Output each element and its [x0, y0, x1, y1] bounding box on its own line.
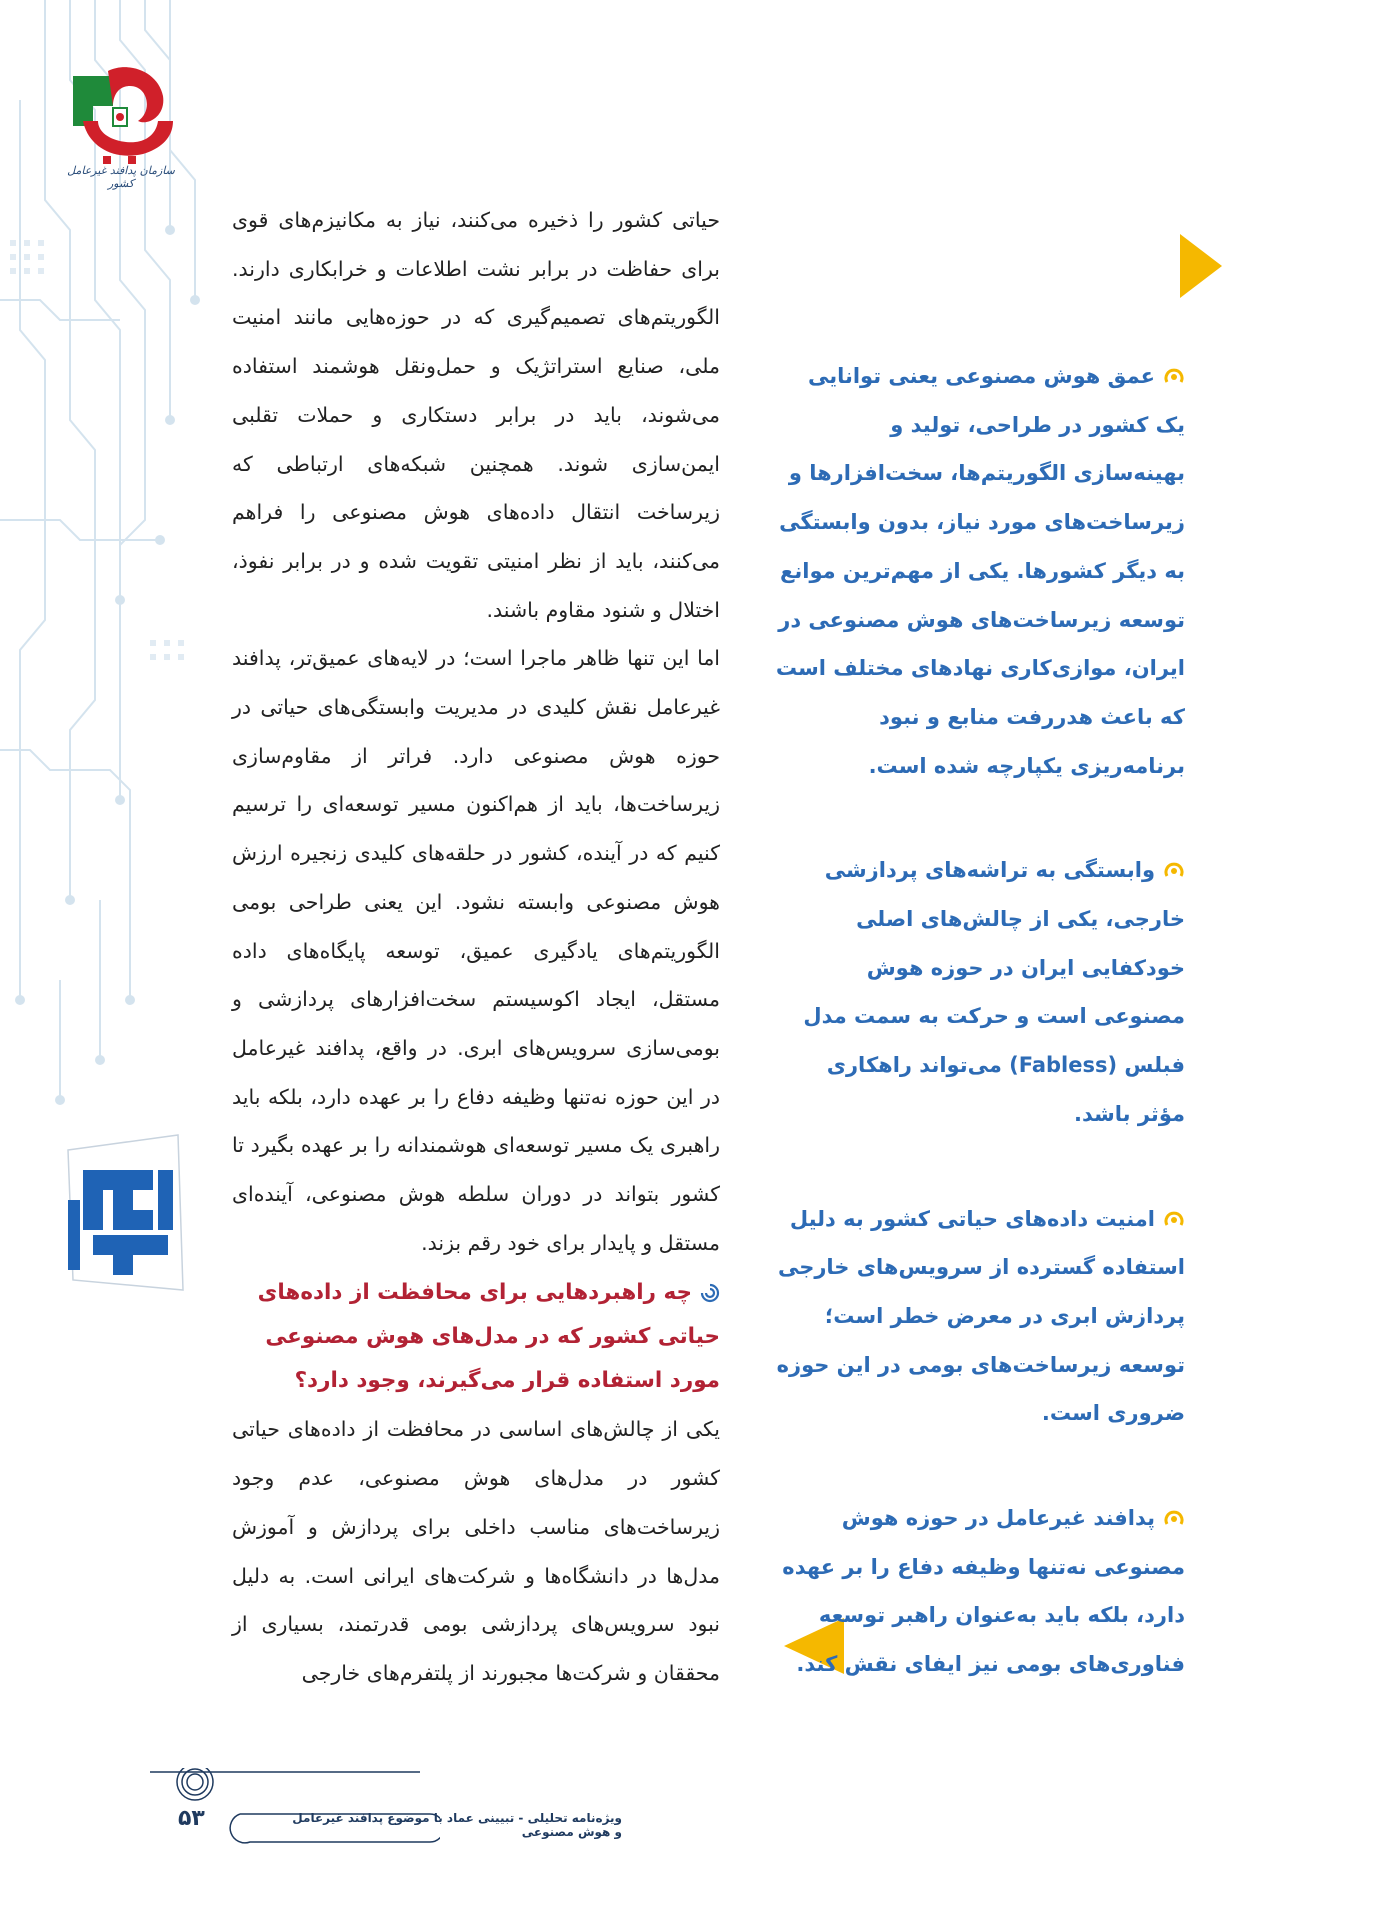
article-paragraph: حیاتی کشور را ذخیره می‌کنند، نیاز به مکانیزم‌های قوی برای حفاظت در برابر نشت اطلاعات و خرابکاری دارند. الگوریتم‌های تصمیم‌گیری که در حوزه‌هایی مانند امنیت ملی، صنایع استراتژیک و حمل‌ونقل هوشمند استفاده می‌شوند، باید در برابر دستکاری و حملات تقلبی ایمن‌سازی شوند. همچنین شبکه‌های ارتباطی که زیرساخت انتقال داده‌های هوش مصنوعی را فراهم می‌کنند، باید از نظر امنیتی تقویت شده و در برابر نفوذ، اختلال و شنود مقاوم باشند.: [232, 208, 720, 622]
article-paragraph: اما این تنها ظاهر ماجرا است؛ در لایه‌های عمیق‌تر، پدافند غیرعامل نقش کلیدی در مدیریت وابستگی‌های حیاتی در حوزه هوش مصنوعی دارد. فراتر از مقاوم‌سازی زیرساخت‌ها، باید از هم‌اکنون مسیر توسعه‌ای را ترسیم کنیم که در آینده، کشور در حلقه‌های کلیدی زنجیره ارزش هوش مصنوعی وابسته نشود. این یعنی طراحی بومی الگوریتم‌های یادگیری عمیق، توسعه پایگاه‌های داده مستقل، ایجاد اکوسیستم سخت‌افزارهای پردازشی و بومی‌سازی سرویس‌های ابری. در واقع، پدافند غیرعامل در این حوزه نه‌تنها وظیفه دفاع را بر عهده دارد، بلکه باید راهبری یک مسیر توسعه‌ای هوشمندانه را بر عهده بگیرد تا کشور بتواند در دوران سلطه هوش مصنوعی، آینده‌ای مستقل و پایدار برای خود رقم بزند.: [232, 646, 720, 1255]
decorative-triangle-icon: [1180, 234, 1222, 298]
highlight-box: [775, 1195, 1185, 1439]
highlight-text: پدافند غیرعامل در حوزه هوش مصنوعی نه‌تنها وظیفه دفاع را بر عهده دارد، بلکه باید به‌عنوان راهبر توسعه فناوری‌های بومی نیز ایفای نقش کند.: [782, 1506, 1185, 1677]
highlights-column: [775, 352, 1185, 1689]
circle-arc-icon: [1163, 1209, 1185, 1231]
highlight-box: [775, 1494, 1185, 1689]
article-paragraph: یکی از چالش‌های اساسی در محافظت از داده‌های حیاتی کشور در مدل‌های هوش مصنوعی، عدم وجود زیرساخت‌های مناسب داخلی برای پردازش و آموزش مدل‌ها در دانشگاه‌ها و شرکت‌های ایرانی است. به دلیل نبود سرویس‌های پردازشی بومی قدرتمند، بسیاری از محققان و شرکت‌ها مجبورند از پلتفرم‌های خارجی: [232, 1417, 720, 1685]
highlight-text: عمق هوش مصنوعی یعنی توانایی یک کشور در طراحی، تولید و بهینه‌سازی الگوریتم‌ها، سخت‌افزارها و زیرساخت‌های مورد نیاز، بدون وابستگی به دیگر کشورها. یکی از مهم‌ترین موانع توسعه زیرساخت‌های هوش مصنوعی در ایران، موازی‌کاری نهادهای مختلف است که باعث هدررفت منابع و نبود برنامه‌ریزی یکپارچه شده است.: [775, 364, 1185, 778]
organization-logo: [68, 66, 178, 166]
circle-arc-icon: [1163, 1508, 1185, 1530]
highlight-text: وابستگی به تراشه‌های پردازشی خارجی، یکی از چالش‌های اصلی خودکفایی ایران در حوزه هوش مصنوعی است و حرکت به سمت مدل فبلس (Fabless) می‌تواند راهکاری مؤثر باشد.: [803, 858, 1185, 1126]
logo-subtitle: سازمان پدافند غیرعامل کشور: [67, 164, 175, 190]
footer-text: ویژه‌نامه تحلیلی - تبیینی عماد با موضوع پدافند غیرعامل و هوش مصنوعی: [292, 1811, 622, 1839]
circle-arc-icon: [1163, 860, 1185, 882]
highlight-box: [775, 846, 1185, 1138]
highlight-box: [775, 352, 1185, 790]
emad-logo: [58, 1130, 198, 1295]
page-number: ۵۳: [178, 1806, 205, 1831]
main-article-column: [232, 196, 720, 1698]
spiral-icon: [700, 1283, 720, 1303]
circle-arc-icon: [1163, 366, 1185, 388]
section-heading-text: چه راهبردهایی برای محافظت از داده‌های حیاتی کشور که در مدل‌های هوش مصنوعی مورد استفاده قرار می‌گیرند، وجود دارد؟: [257, 1280, 720, 1394]
section-heading: [232, 1271, 720, 1403]
highlight-text: امنیت داده‌های حیاتی کشور به دلیل استفاده گسترده از سرویس‌های خارجی پردازش ابری در معرض خطر است؛ توسعه زیرساخت‌های بومی در این حوزه ضروری است.: [776, 1206, 1185, 1426]
